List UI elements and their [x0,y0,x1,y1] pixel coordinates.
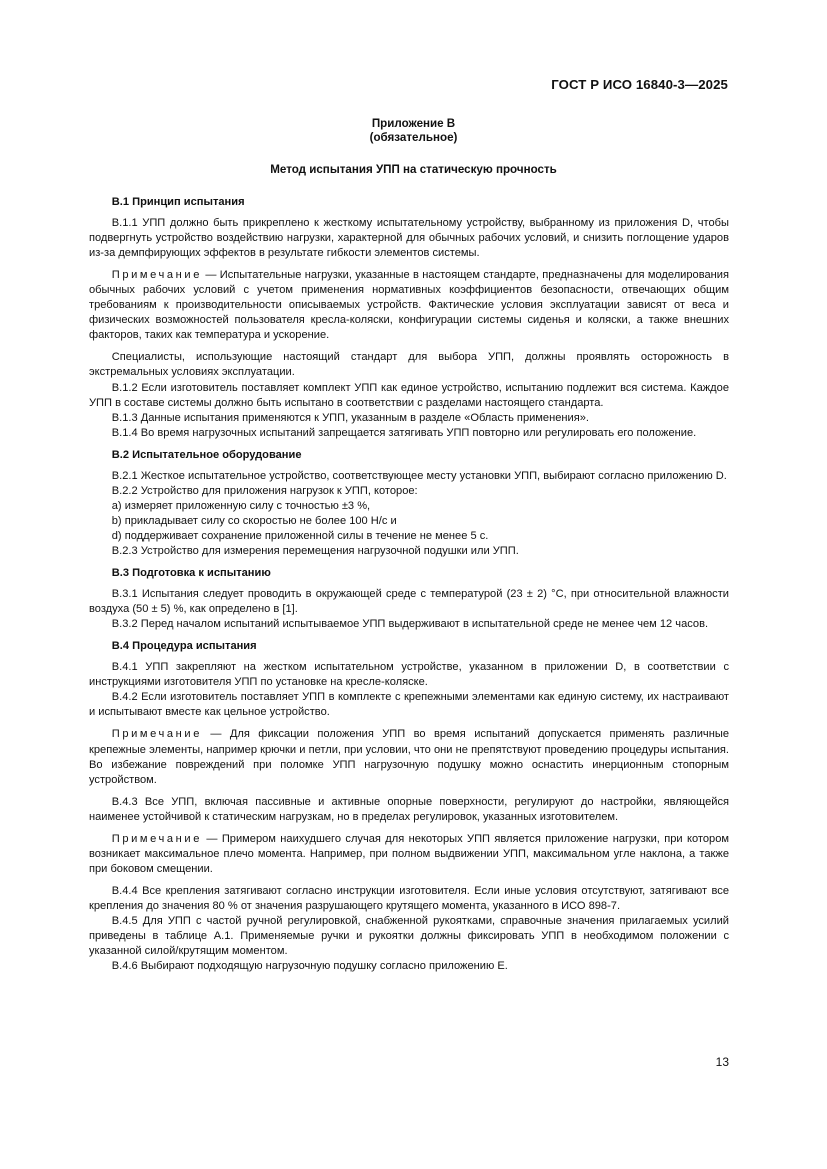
note-b4-1 [89,727,729,787]
paragraph-b4-6: В.4.6 Выбирают подходящую нагрузочную подушку согласно приложению Е. [111,960,508,973]
paragraph-b2-1: В.2.1 Жесткое испытательное устройство, соответствующее месту установки УПП, выбирают согласно приложению D. [111,469,727,482]
page-number: 13 [715,1055,729,1069]
paragraph-b2-3: В.2.3 Устройство для измерения перемещения нагрузочной подушки или УПП. [111,544,519,557]
list-item-b: b) прикладывает силу со скоростью не более 100 Н/с и [111,514,397,527]
note-b1 [89,268,729,343]
paragraph-b4-4: В.4.4 Все крепления затягивают согласно инструкции изготовителя. Если иные условия отсутствуют, затягивают все крепления до значения 80 % от значения разрушающего крутящего момента, указанного в ИСО 898-7. [89,884,729,912]
appendix-label: Приложение В [371,117,456,130]
section-heading-b4: В.4 Процедура испытания [111,640,257,653]
paragraph-b1-3: В.1.3 Данные испытания применяются к УПП, указанным в разделе «Область применения». [111,411,589,424]
note-label: Примечание [111,269,202,282]
appendix-status: (обязательное) [369,131,458,144]
paragraph-b4-5: В.4.5 Для УПП с частой ручной регулировкой, снабженной рукоятками, справочные значения прилагаемых усилий приведены в таблице А.1. Применяемые ручки и рукоятки должны фиксировать УПП в необходимом положении с указанной силой/крутящим моментом. [89,914,729,958]
note-label: Примечание [111,832,202,845]
note-text: — Для фиксации положения УПП во время испытаний допускается применять различные крепежные элементы, например крючки и петли, при условии, что они не препятствуют проведению процедуры испытания. Во избежание повреждений при поломке УПП нагрузочную подушку можно оснастить инерционным стопорным устройством. [89,728,729,786]
note-b4-2 [89,832,729,877]
paragraph-b1-4: В.1.4 Во время нагрузочных испытаний запрещается затягивать УПП повторно или регулировать его положение. [111,426,697,439]
appendix-title: Метод испытания УПП на статическую прочность [270,163,557,176]
section-heading-b2: В.2 Испытательное оборудование [111,448,302,461]
paragraph-b1-2: В.1.2 Если изготовитель поставляет комплект УПП как единое устройство, испытанию подлежит вся система. Каждое УПП в составе системы должно быть испытано в соответствии с разделами настоящего стандарта. [89,381,729,409]
section-heading-b3: В.3 Подготовка к испытанию [111,567,271,580]
paragraph-b3-1: В.3.1 Испытания следует проводить в окружающей среде с температурой (23 ± 2) °С, при относительной влажности воздуха (50 ± 5) %, как определено в [1]. [89,588,729,616]
paragraph-b2-2: В.2.2 Устройство для приложения нагрузок к УПП, которое: [111,484,418,497]
note-label: Примечание [111,728,202,741]
note-text: — Примером наихудшего случая для некоторых УПП является приложение нагрузки, при котором возникает максимальное плечо момента. Например, при полном выдвижении УПП, максимальном угле наклона, а также при боковом смещении. [89,832,729,875]
list-item-d: d) поддерживает сохранение приложенной силы в течение не менее 5 с. [111,529,489,542]
paragraph-b3-2: В.3.2 Перед началом испытаний испытываемое УПП выдерживают в испытательной среде не менее чем 12 часов. [111,618,709,631]
document-id-header: ГОСТ Р ИСО 16840-3—2025 [551,77,728,92]
section-heading-b1: В.1 Принцип испытания [111,196,245,208]
list-item-a: a) измеряет приложенную силу с точностью ±3 %, [111,499,371,512]
paragraph-b4-1: В.4.1 УПП закрепляют на жестком испытательном устройстве, указанном в приложении D, в соответствии с инструкциями изготовителя УПП по установке на кресле-коляске. [89,661,729,689]
paragraph-b1-1: В.1.1 УПП должно быть прикреплено к жесткому испытательному устройству, выбранному из приложения D, чтобы подвергнуть устройство воздействию нагрузки, характерной для обычных рабочих условий, и снизить поглощение ударов из-за демпфирующих эффектов в результате гибкости элементов системы. [89,217,729,260]
paragraph-b4-2: В.4.2 Если изготовитель поставляет УПП в комплекте с крепежными элементами как единую систему, их настраивают и испытывают вместе как цельное устройство. [89,691,729,719]
paragraph-b4-3: В.4.3 Все УПП, включая пассивные и активные опорные поверхности, регулируют до настройки, являющейся наименее устойчивой к статическим нагрузкам, но в пределах регулировок, указанных изготовителем. [89,795,729,823]
document-body [89,192,729,974]
note-text: — Испытательные нагрузки, указанные в настоящем стандарте, предназначены для моделирования обычных рабочих условий с учетом применения нормативных коэффициентов безопасности, отвечающих общим требованиям к производительности описываемых устройств. Фактические условия эксплуатации зависят от веса и физических возможностей пользователя кресла-коляски, конфигурации системы сиденья и коляски, а также внешних факторов, таких как температура и ускорение. [89,269,729,342]
paragraph-b1-specialists: Специалисты, использующие настоящий стандарт для выбора УПП, должны проявлять осторожность в экстремальных условиях эксплуатации. [89,351,729,379]
